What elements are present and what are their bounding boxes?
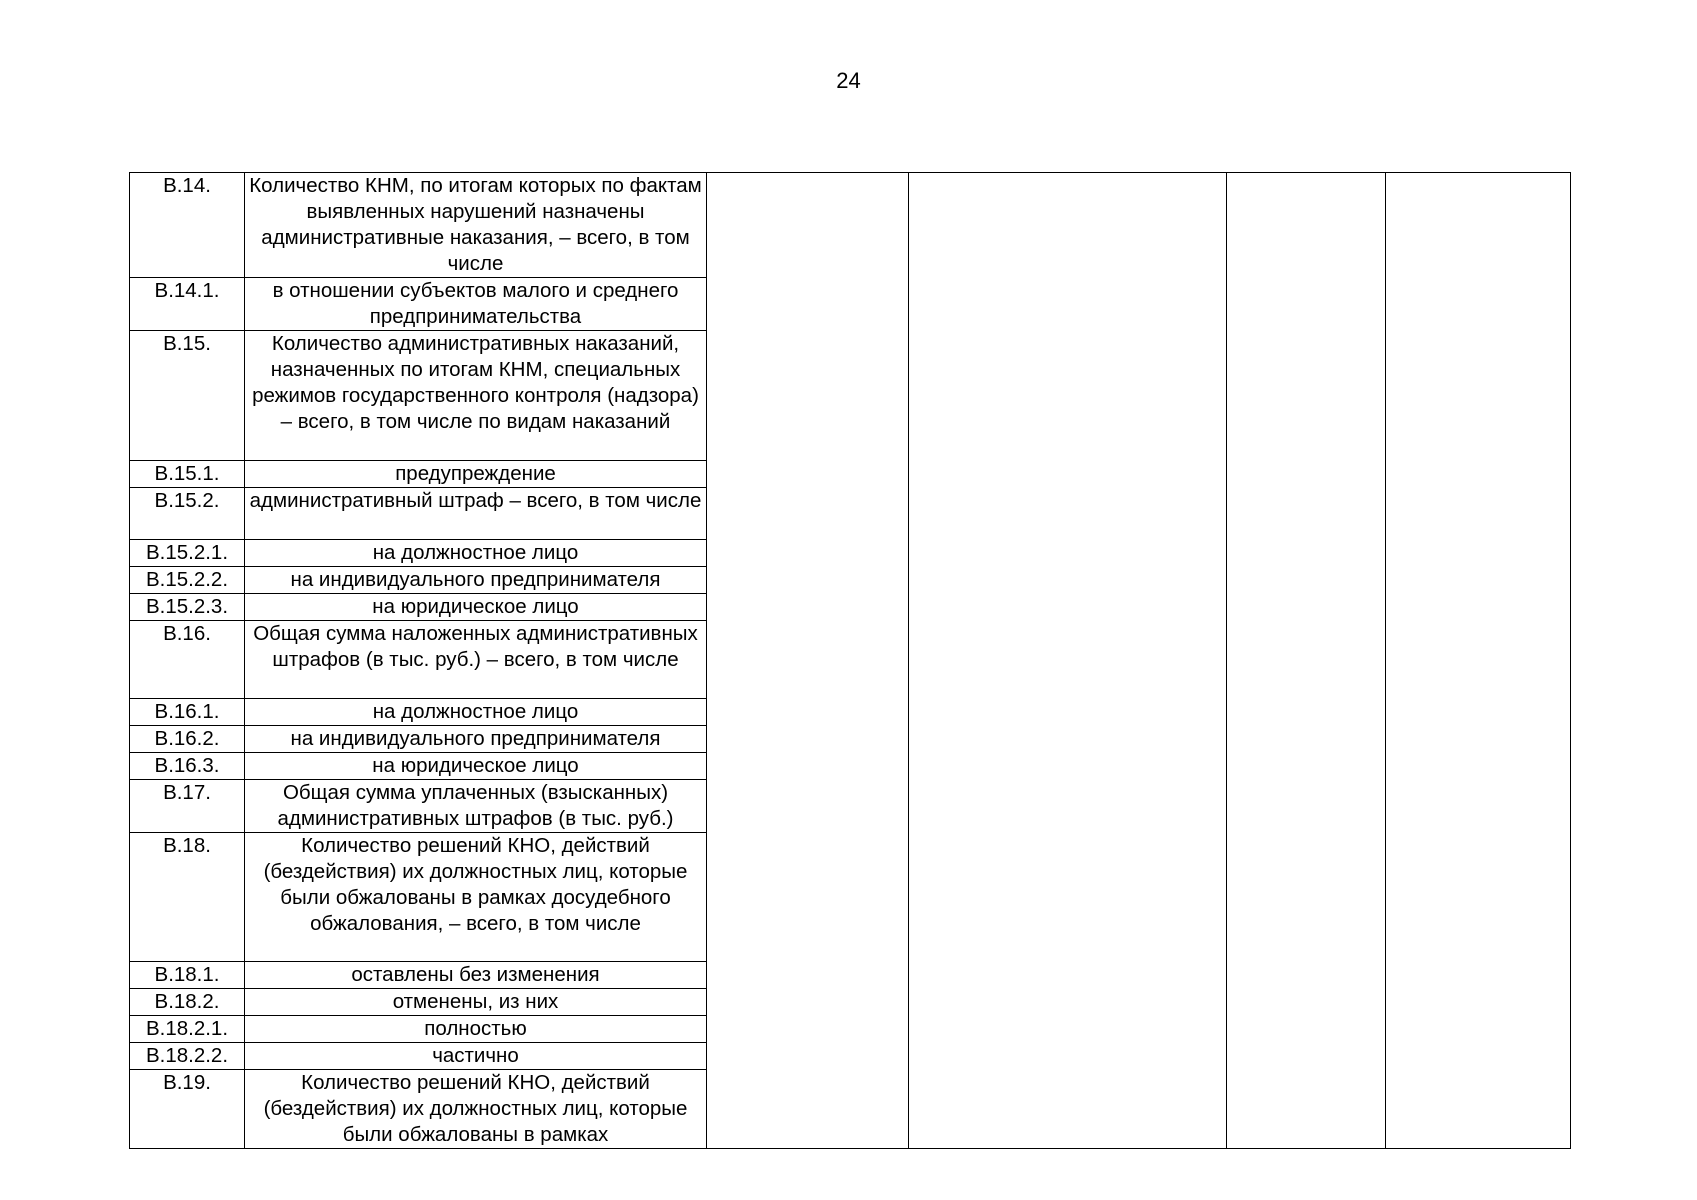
row-code: В.18.: [130, 833, 245, 962]
empty-column-1: [707, 173, 909, 1149]
row-description: на юридическое лицо: [245, 753, 707, 780]
row-code: В.16.: [130, 621, 245, 699]
row-description: Количество административных наказаний, назначенных по итогам КНМ, специальных режимов государственного контроля (надзора) – всего, в том числе по видам наказаний: [245, 331, 707, 461]
row-description: Общая сумма наложенных административных штрафов (в тыс. руб.) – всего, в том числе: [245, 621, 707, 699]
report-table-body: [130, 173, 1571, 1149]
row-description: на юридическое лицо: [245, 594, 707, 621]
row-description: на должностное лицо: [245, 540, 707, 567]
row-description: на индивидуального предпринимателя: [245, 726, 707, 753]
row-description: Количество решений КНО, действий (бездействия) их должностных лиц, которые были обжалованы в рамках: [245, 1070, 707, 1149]
row-code: В.15.2.1.: [130, 540, 245, 567]
row-description: Количество КНМ, по итогам которых по фактам выявленных нарушений назначены административные наказания, – всего, в том числе: [245, 173, 707, 278]
row-code: В.18.2.1.: [130, 1016, 245, 1043]
row-code: В.18.2.: [130, 989, 245, 1016]
row-description: Количество решений КНО, действий (бездействия) их должностных лиц, которые были обжалованы в рамках досудебного обжалования, – всего, в том числе: [245, 833, 707, 962]
row-code: В.14.: [130, 173, 245, 278]
row-code: В.17.: [130, 780, 245, 833]
row-code: В.15.1.: [130, 461, 245, 488]
row-code: В.19.: [130, 1070, 245, 1149]
row-code: В.15.2.2.: [130, 567, 245, 594]
row-code: В.16.1.: [130, 699, 245, 726]
row-description: предупреждение: [245, 461, 707, 488]
row-description: в отношении субъектов малого и среднего предпринимательства: [245, 278, 707, 331]
empty-column-3: [1227, 173, 1386, 1149]
row-description: оставлены без изменения: [245, 962, 707, 989]
row-description: административный штраф – всего, в том числе: [245, 488, 707, 540]
row-code: В.15.: [130, 331, 245, 461]
row-code: В.14.1.: [130, 278, 245, 331]
row-description: Общая сумма уплаченных (взысканных) административных штрафов (в тыс. руб.): [245, 780, 707, 833]
row-code: В.15.2.3.: [130, 594, 245, 621]
report-table: [129, 172, 1571, 1149]
row-description: частично: [245, 1043, 707, 1070]
row-description: на должностное лицо: [245, 699, 707, 726]
table-row: [130, 173, 1571, 278]
row-description: полностью: [245, 1016, 707, 1043]
row-code: В.18.2.2.: [130, 1043, 245, 1070]
row-code: В.16.2.: [130, 726, 245, 753]
row-description: на индивидуального предпринимателя: [245, 567, 707, 594]
empty-column-4: [1386, 173, 1571, 1149]
row-code: В.18.1.: [130, 962, 245, 989]
empty-column-2: [909, 173, 1227, 1149]
page-number: 24: [836, 68, 861, 93]
row-code: В.16.3.: [130, 753, 245, 780]
row-description: отменены, из них: [245, 989, 707, 1016]
row-code: В.15.2.: [130, 488, 245, 540]
